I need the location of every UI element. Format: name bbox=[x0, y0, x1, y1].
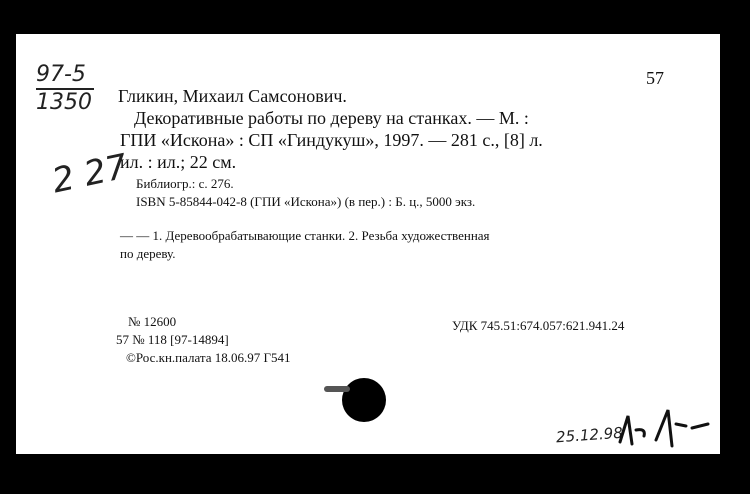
signature-icon bbox=[616, 406, 716, 457]
handwritten-date: 25.12.98 bbox=[555, 423, 624, 447]
title-line-2: ГПИ «Искона» : СП «Гиндукуш», 1997. — 281 с., [8] л. bbox=[120, 130, 543, 150]
title-line-1: Декоративные работы по дереву на станках. — М. : bbox=[134, 108, 529, 128]
catalog-card bbox=[16, 34, 720, 454]
subjects-line-2: по дереву. bbox=[120, 246, 176, 261]
title-line-3: ил. : ил.; 22 см. bbox=[120, 152, 237, 172]
punch-hole-shadow bbox=[324, 386, 350, 392]
record-number: № 12600 bbox=[128, 314, 177, 329]
bibliography-note: Библиогр.: с. 276. bbox=[136, 176, 234, 191]
subjects-line-1: — — 1. Деревообрабатывающие станки. 2. Резьба художественная bbox=[120, 228, 490, 243]
registration-number: 57 № 118 [97-14894] bbox=[116, 332, 229, 347]
copyright-line: ©Рос.кн.палата 18.06.97 Г541 bbox=[126, 350, 291, 365]
udc-classification: УДК 745.51:674.057:621.941.24 bbox=[452, 318, 625, 333]
handwritten-side-mark: 2 27 bbox=[48, 146, 132, 202]
isbn-line: ISBN 5-85844-042-8 (ГПИ «Искона») (в пер.) : Б. ц., 5000 экз. bbox=[136, 194, 476, 209]
handwritten-shelfmark-bottom: 1350 bbox=[36, 90, 92, 115]
author-heading: Гликин, Михаил Самсонович. bbox=[118, 86, 347, 106]
punch-hole bbox=[342, 378, 386, 422]
page-number: 57 bbox=[646, 68, 664, 88]
handwritten-shelfmark-top: 97-5 bbox=[36, 62, 86, 87]
